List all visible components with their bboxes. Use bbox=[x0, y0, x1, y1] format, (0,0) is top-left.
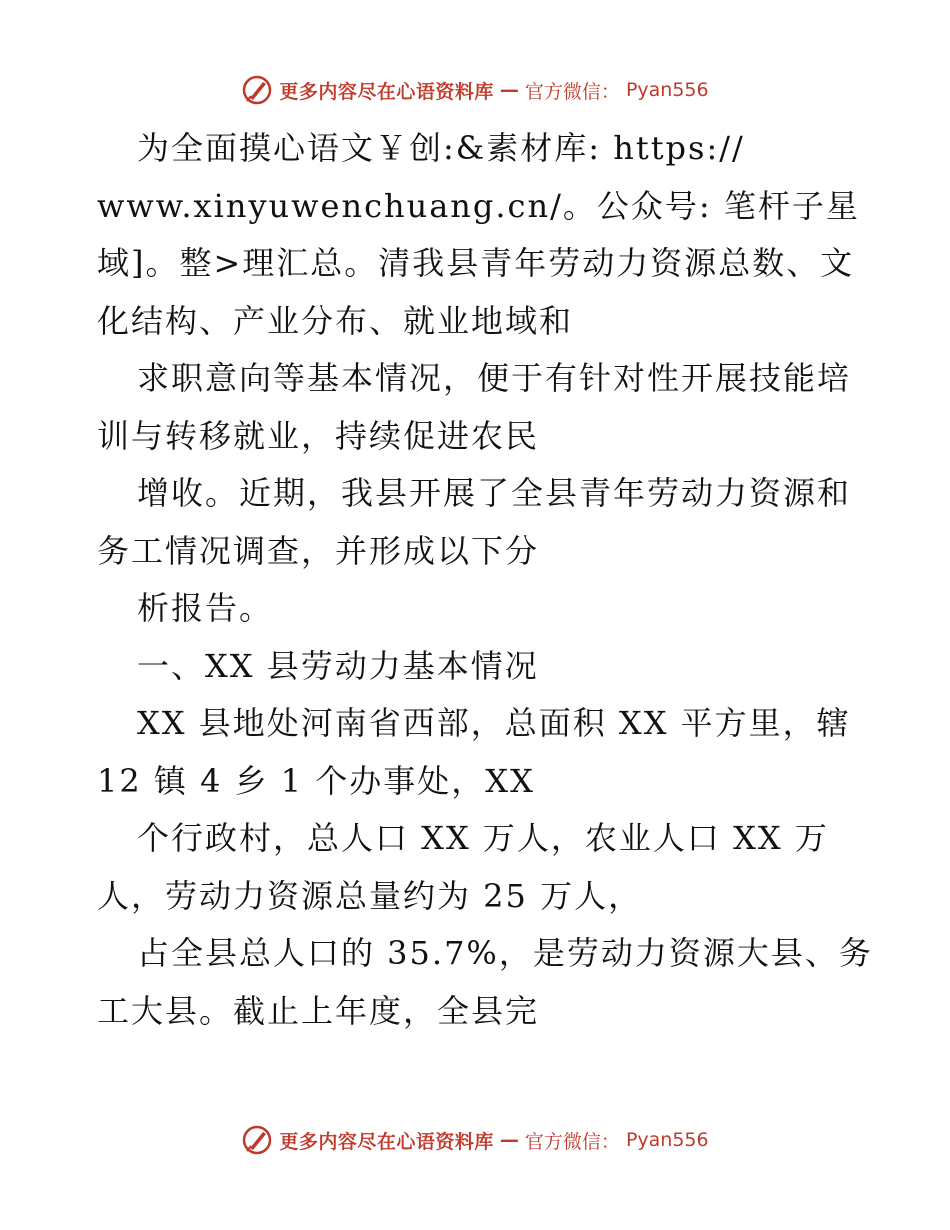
text-line: 析报告。 bbox=[137, 589, 274, 627]
banner-dash: — bbox=[499, 1129, 519, 1151]
document-body bbox=[97, 120, 873, 1040]
banner-dash: — bbox=[499, 79, 519, 101]
banner-slogan: 更多内容尽在心语资料库 bbox=[279, 1130, 494, 1153]
text-line: 增收。近期，我县开展了全县青年劳动力资源和 bbox=[137, 474, 852, 512]
header-banner bbox=[0, 70, 950, 110]
text-line: XX 县地处河南省西部，总面积 XX 平方里，辖 bbox=[137, 704, 851, 742]
text-line: 求职意向等基本情况，便于有针对性开展技能培 bbox=[137, 359, 852, 397]
section-heading: 一、XX 县劳动力基本情况 bbox=[137, 646, 539, 685]
footer-banner bbox=[0, 1120, 950, 1160]
quill-logo-icon bbox=[241, 74, 273, 106]
text-line: www.xinyuwenchuang.cn/。公众号: 笔杆子星 bbox=[97, 186, 860, 225]
banner-wechat-label: 官方微信： bbox=[524, 1130, 620, 1153]
banner-wechat-id: Pyan556 bbox=[625, 79, 709, 101]
text-line: 务工情况调查，并形成以下分 bbox=[97, 531, 540, 570]
text-line: 域]。整>理汇总。清我县青年劳动力资源总数、文 bbox=[97, 244, 855, 282]
banner-wechat-label: 官方微信： bbox=[524, 80, 620, 103]
text-line: 工大县。截止上年度，全县完 bbox=[97, 991, 540, 1030]
text-line: 化结构、产业分布、就业地域和 bbox=[97, 301, 574, 340]
text-line: 个行政村，总人口 XX 万人，农业人口 XX 万 bbox=[137, 819, 829, 857]
text-line: 为全面摸心语文￥创:&素材库: https:// bbox=[137, 129, 745, 167]
quill-logo-icon bbox=[241, 1124, 273, 1156]
banner-wechat-id: Pyan556 bbox=[625, 1129, 709, 1151]
text-line: 训与转移就业，持续促进农民 bbox=[97, 416, 540, 455]
text-line: 人，劳动力资源总量约为 25 万人， bbox=[97, 876, 643, 915]
text-line: 12 镇 4 乡 1 个办事处，XX bbox=[97, 761, 535, 800]
banner-slogan: 更多内容尽在心语资料库 bbox=[279, 80, 494, 103]
text-line: 占全县总人口的 35.7%，是劳动力资源大县、务 bbox=[137, 934, 873, 972]
